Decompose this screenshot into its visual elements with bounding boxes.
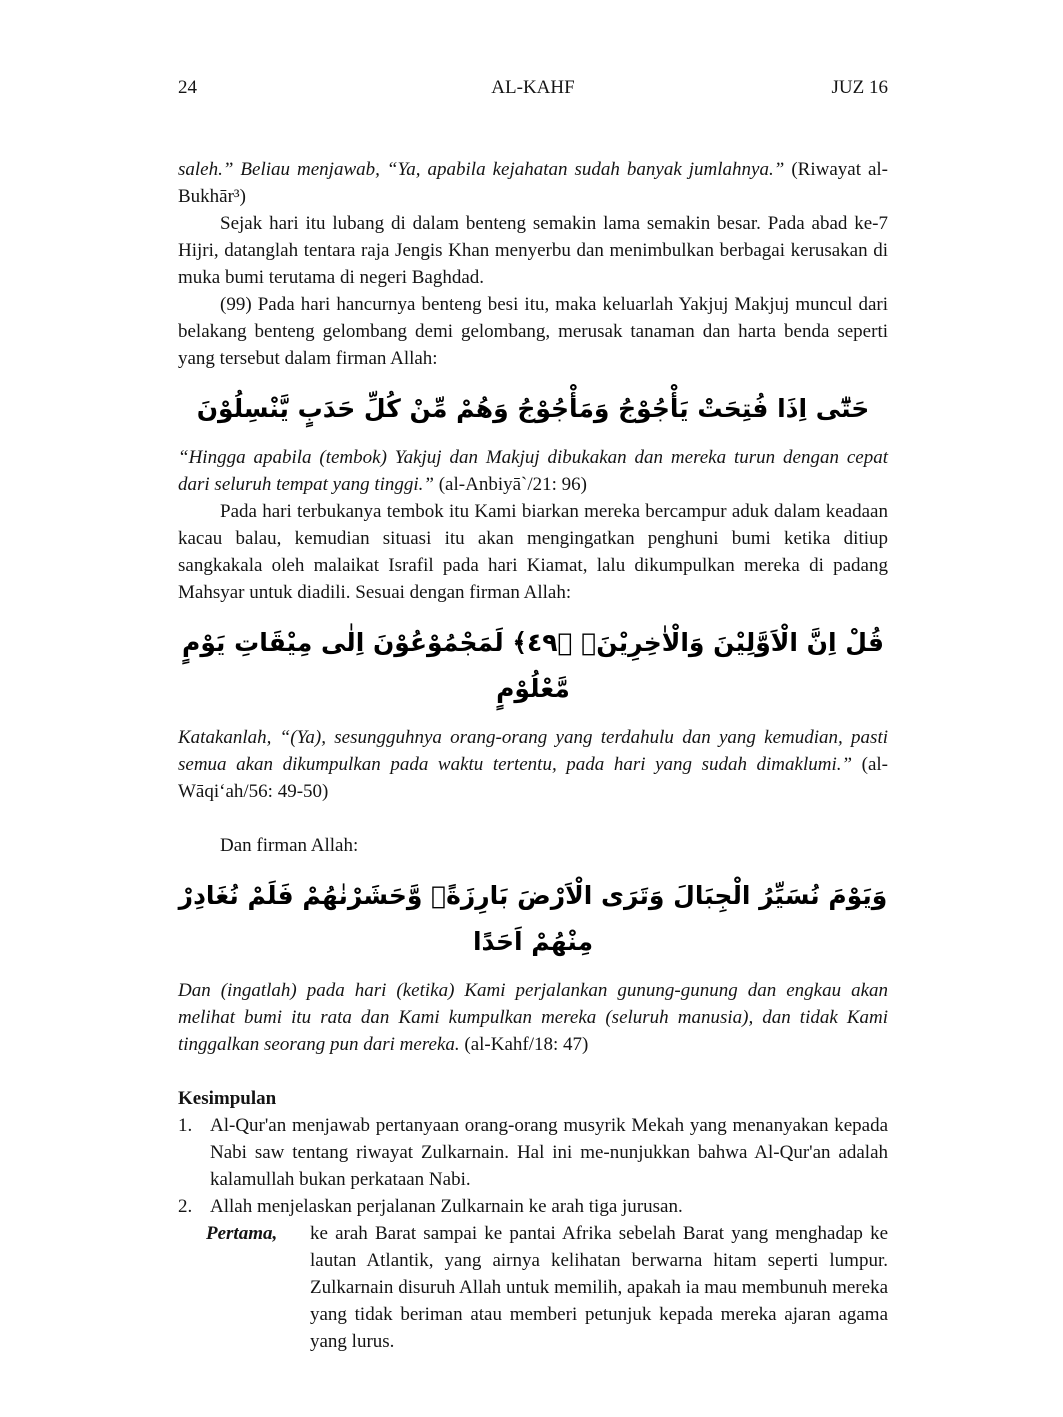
- paragraph-benteng: Sejak hari itu lubang di dalam benteng semakin lama semakin besar. Pada abad ke-7 Hijri, datanglah tentara raja Jengis Khan menyerbu dan menimbulkan berbagai kerusakan di muka bumi terutama di negeri Baghdad.: [178, 213, 888, 288]
- kesimpulan-list: [178, 1112, 888, 1220]
- paragraph-ayat-99: (99) Pada hari hancurnya benteng besi itu, maka keluarlah Yakjuj Makjuj muncul dari belakang benteng gelombang demi gelombang, merusak tanaman dan harta benda seperti yang tersebut dalam firman Allah:: [178, 294, 888, 369]
- page-body: [178, 156, 888, 1355]
- juz-label: JUZ 16: [831, 77, 888, 98]
- page-number: 24: [178, 77, 197, 98]
- translation-waqiah: [178, 724, 888, 805]
- verse-reference: (al-Wāqi‘ah/56: 49-50): [178, 754, 889, 802]
- arabic-verse-waqiah: قُلْ اِنَّ الْاَوَّلِيْنَ وَالْاٰخِرِيْنَۙ ﴿٤٩﴾ لَمَجْمُوْعُوْنَ اِلٰى مِيْقَاتِ يَوْمٍ مَّعْلُوْمٍ: [182, 628, 884, 703]
- hadith-quote-text: saleh.” Beliau menjawab, “Ya, apabila kejahatan sudah banyak jumlahnya.”: [178, 159, 785, 180]
- arabic-verse-kahf: وَيَوْمَ نُسَيِّرُ الْجِبَالَ وَتَرَى الْاَرْضَ بَارِزَةًۙ وَّحَشَرْنٰهُمْ فَلَمْ نُغَادِرْ مِنْهُمْ اَحَدًا: [178, 881, 888, 956]
- verse-reference: (al-Anbiyā`/21: 96): [438, 474, 587, 495]
- list-item-2: [178, 1193, 888, 1220]
- pertama-block: [206, 1220, 888, 1355]
- list-text: Allah menjelaskan perjalanan Zulkarnain ke arah tiga jurusan.: [210, 1196, 683, 1217]
- kesimpulan-heading: Kesimpulan: [178, 1088, 277, 1109]
- translation-text: “Hingga apabila (tembok) Yakjuj dan Makjuj dibukakan dan mereka turun dengan cepat dari seluruh tempat yang tinggi.”: [178, 447, 888, 495]
- arabic-verse-anbiya: حَتّٰٓى اِذَا فُتِحَتْ يَأْجُوْجُ وَمَأْجُوْجُ وَهُمْ مِّنْ كُلِّ حَدَبٍ يَّنْسِلُوْنَ: [196, 394, 870, 423]
- pertama-text: ke arah Barat sampai ke pantai Afrika sebelah Barat yang menghadap ke lautan Atlantik, yang airnya kelihatan berwarna hitam seperti lumpur. Zulkarnain disuruh Allah untuk memilih, apakah ia mau membunuh mereka yang tidak beriman atau memberi petunjuk kepada mereka ajaran agama yang lurus.: [310, 1223, 888, 1352]
- paragraph-mahsyar: Pada hari terbukanya tembok itu Kami biarkan mereka bercampur aduk dalam keadaan kacau balau, kemudian situasi itu akan mengingatkan penghuni bumi ketika ditiup sangkakala oleh malaikat Israfil pada hari Kiamat, lalu dikumpulkan mereka di padang Mahsyar untuk diadili. Sesuai dengan firman Allah:: [178, 501, 888, 603]
- list-text: Al-Qur'an menjawab pertanyaan orang-orang musyrik Mekah yang menanyakan kepada Nabi saw tentang riwayat Zulkarnain. Hal ini me-nunjukkan bahwa Al-Qur'an adalah kalamullah bukan perkataan Nabi.: [210, 1115, 888, 1190]
- translation-text: Katakanlah, “(Ya), sesungguhnya orang-orang yang terdahulu dan yang kemudian, pasti semua akan dikumpulkan pada waktu tertentu, pada hari yang sudah dimaklumi.”: [178, 727, 888, 775]
- page-header: [178, 76, 888, 100]
- paragraph-dan-firman: Dan firman Allah:: [220, 835, 359, 856]
- verse-reference: (al-Kahf/18: 47): [464, 1034, 589, 1055]
- list-number: 2.: [178, 1196, 193, 1217]
- translation-kahf: [178, 977, 888, 1058]
- hadith-paragraph: [178, 156, 888, 210]
- translation-text: Dan (ingatlah) pada hari (ketika) Kami perjalankan gunung-gunung dan engkau akan melihat bumi itu rata dan Kami kumpulkan mereka (seluruh manusia), dan tidak Kami tinggalkan seorang pun dari mereka.: [178, 980, 888, 1055]
- running-title: AL-KAHF: [491, 77, 575, 98]
- translation-anbiya: [178, 444, 888, 498]
- list-item-1: [178, 1112, 888, 1193]
- pertama-label: Pertama,: [206, 1223, 278, 1244]
- list-number: 1.: [178, 1115, 193, 1136]
- hadith-source: (Riwayat al-Bukhār³): [178, 159, 889, 207]
